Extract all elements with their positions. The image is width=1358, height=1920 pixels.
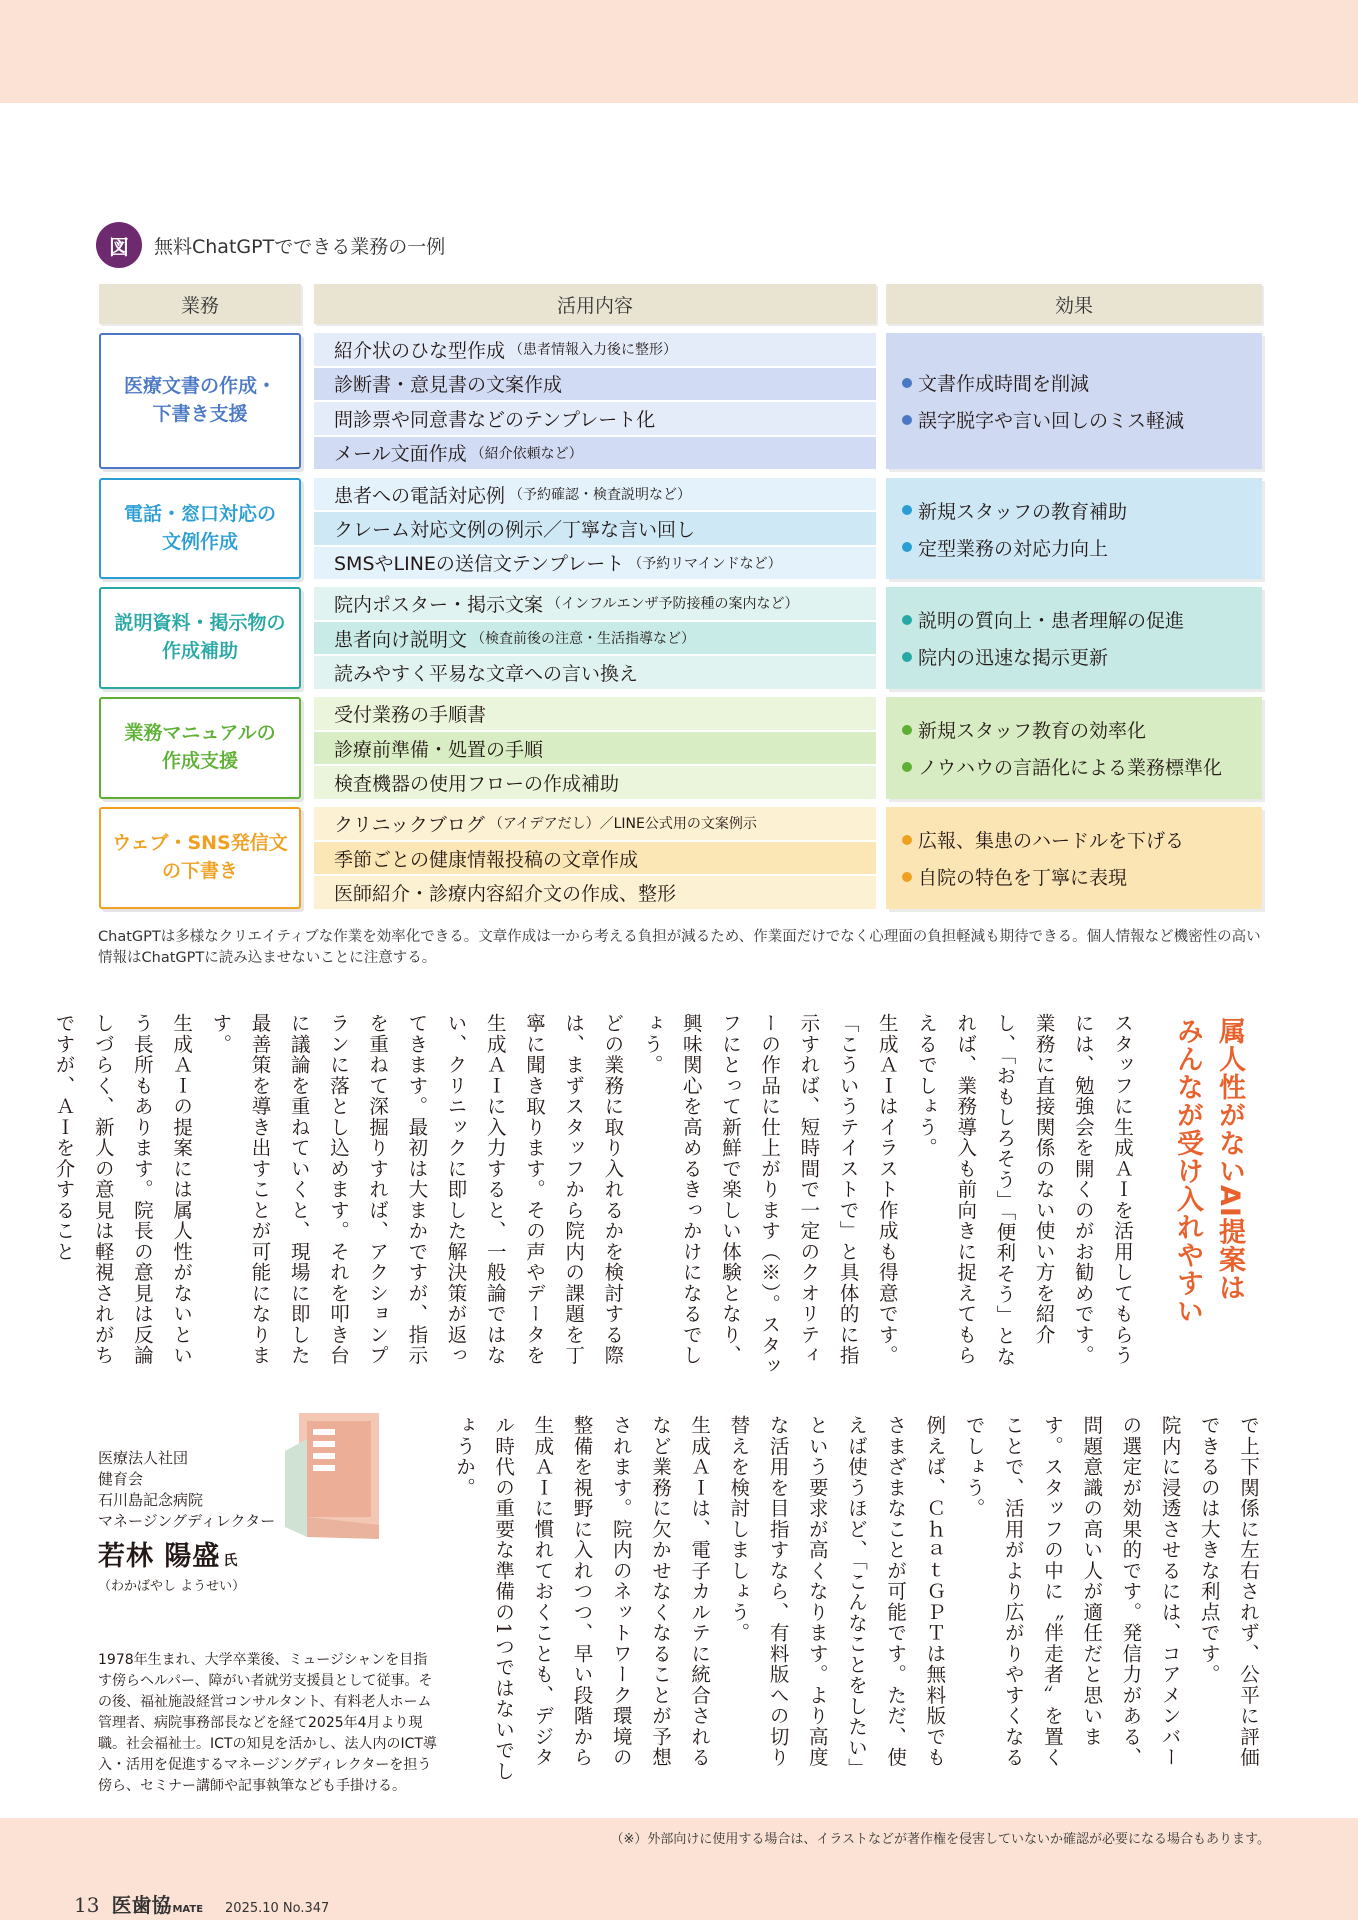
usage-note: （アイデアだし）／LINE公式用の文案例示 <box>488 816 757 833</box>
header-effect: 効果 <box>886 284 1262 324</box>
body-paragraph: スタッフに生成ＡＩを活用してもらうには、勉強会を開くのがお勧めです。業務に直接関係のない使い方を紹介し、「おもしろそう」「便利そう」となれば、業務導入も前向きに捉えてもらえるでしょう。 <box>914 1013 1134 1367</box>
bullet-icon <box>902 505 912 515</box>
effect-text: 誤字脱字や言い回しのミス軽減 <box>918 410 1185 432</box>
category-cell: 業務マニュアルの 作成支援 <box>99 697 301 799</box>
page-footer <box>74 1889 329 1918</box>
usage-row <box>314 368 876 401</box>
usage-text: SMSやLINEの送信文テンプレート <box>334 553 625 576</box>
footnote: （※）外部向けに使用する場合は、イラストなどが著作権を侵害していないか確認が必要になる場合もあります。 <box>610 1832 1270 1847</box>
usage-note: （予約確認・検査説明など） <box>509 487 692 504</box>
category-cell: 説明資料・掲示物の 作成補助 <box>99 587 301 689</box>
body-paragraph: 生成ＡＩの提案には属人性がないという長所もあります。院長の意見は反論しづらく、新人の意見は軽視されがちですが、ＡＩを介すること <box>52 1013 194 1366</box>
top-decorative-band <box>0 0 1358 103</box>
usage-row <box>314 547 876 579</box>
body-paragraph: 生成ＡＩは、電子カルテに統合されるなど業務に欠かせなくなることが予想されます。院内のネットワーク環境の整備を視野に入れつつ、早い段階から生成ＡＩに慣れておくことも、デジタル時代の重要な準備の1つではないでしょうか。 <box>452 1415 712 1782</box>
usage-row <box>314 587 876 620</box>
figure-title-text: 無料ChatGPTでできる業務の一例 <box>154 235 446 258</box>
profile-org-line: 健育会 <box>98 1470 144 1488</box>
usage-row <box>314 766 876 799</box>
usage-row <box>314 622 876 655</box>
usage-list <box>314 478 876 579</box>
usage-row <box>314 402 876 435</box>
usage-text: 患者への電話対応例 <box>334 484 506 507</box>
figure-caption: ChatGPTは多様なクリエイティブな作業を効率化できる。文章作成は一から考える負担が減るため、作業面だけでなく心理面の負担軽減も期待できる。個人情報など機密性の高い情報はChatGPTに読み込ませないことに注意する。 <box>98 929 1261 966</box>
issue-number: 2025.10 No.347 <box>225 1901 330 1916</box>
effect-text: 文書作成時間を削減 <box>918 373 1090 395</box>
effect-item <box>902 406 1262 433</box>
effect-item <box>902 534 1262 561</box>
profile-org-line: 医療法人社団 <box>98 1449 189 1467</box>
category-cell: 医療文書の作成・ 下書き支援 <box>99 333 301 469</box>
figure-title <box>96 222 445 268</box>
article-heading-line1: 属人性がないAI提案は <box>1214 1017 1245 1302</box>
usage-text: 院内ポスター・掲示文案 <box>334 593 544 616</box>
usage-list <box>314 697 876 799</box>
usage-text: 医師紹介・診療内容紹介文の作成、整形 <box>334 883 677 906</box>
effect-text: 広報、集患のハードルを下げる <box>918 830 1185 852</box>
bullet-icon <box>902 652 912 662</box>
usage-row <box>314 732 876 765</box>
usage-note: （予約リマインドなど） <box>628 555 782 572</box>
usage-text: メール文面作成 <box>334 443 467 466</box>
profile-bio: 1978年生まれ、大学卒業後、ミュージシャンを目指す傍らヘルパー、障がい者就労支援員として従事。その後、福祉施設経営コンサルタント、有料老人ホーム管理者、病院事務部長などを経て2025年4月より現職。社会福祉士。ICTの知見を活かし、法人内のICT導入・活用を促進するマネージングディレクターを担う傍ら、セミナー講師や記事執筆なども手掛ける。 <box>98 1652 437 1794</box>
effect-cell <box>886 697 1262 799</box>
category-cell: ウェブ・SNS発信文 の下書き <box>99 807 301 909</box>
body-paragraph: どの業務に取り入れるかを検討する際は、まずスタッフから院内の課題を丁寧に聞き取ります。その声やデータを生成ＡＩに入力すると、一般論ではない、クリニックに即した解決策が返ってきます。最初は大まかですが、指示を重ねて深掘りすれば、アクションプランに落とし込めます。それを叩き台に議論を重ねていくと、現場に即した最善策を導き出すことが可能になります。 <box>209 1013 625 1366</box>
magazine-title: 医歯協 <box>111 1893 172 1917</box>
bullet-icon <box>902 615 912 625</box>
usage-row <box>314 807 876 840</box>
article-heading <box>1166 1017 1250 1325</box>
effect-text: 院内の迅速な掲示更新 <box>918 647 1109 669</box>
effect-text: 自院の特色を丁寧に表現 <box>918 867 1128 889</box>
usage-text: 読みやすく平易な文章への言い換え <box>334 663 639 686</box>
usage-row <box>314 656 876 689</box>
category-cell: 電話・窓口対応の 文例作成 <box>99 478 301 579</box>
usage-text: 受付業務の手順書 <box>334 703 487 726</box>
usage-text: 検査機器の使用フローの作成補助 <box>334 773 620 796</box>
bullet-icon <box>902 542 912 552</box>
effect-text: 定型業務の対応力向上 <box>918 537 1109 560</box>
magazine-subtitle: MATE <box>172 1904 204 1915</box>
effect-item <box>902 606 1262 633</box>
usage-text: 紹介状のひな型作成 <box>334 339 506 362</box>
profile-org-line: マネージングディレクター <box>98 1512 276 1530</box>
bullet-icon <box>902 835 912 845</box>
profile <box>98 1448 428 1594</box>
usage-row <box>314 478 876 510</box>
bullet-icon <box>902 725 912 735</box>
usage-row <box>314 512 876 544</box>
body-paragraph: 院内に浸透させるには、コアメンバーの選定が効果的です。発信力がある、問題意識の高い人が適任だと思います。スタッフの中に〝伴走者〟を置くことで、活用がより広がりやすくなるでしょう。 <box>962 1415 1182 1768</box>
usage-text: 季節ごとの健康情報投稿の文章作成 <box>334 848 639 871</box>
effect-item <box>902 863 1262 890</box>
bullet-icon <box>902 378 912 388</box>
article-body-upper <box>52 1013 1142 1383</box>
page-number: 13 <box>74 1893 100 1917</box>
profile-name-line <box>98 1534 428 1573</box>
usage-text: 問診票や同意書などのテンプレート化 <box>334 408 656 431</box>
usage-list <box>314 587 876 689</box>
effect-item <box>902 369 1262 396</box>
effect-text: 説明の質向上・患者理解の促進 <box>918 610 1185 632</box>
usage-note: （検査前後の注意・生活指導など） <box>471 631 696 647</box>
usage-text: 診断書・意見書の文案作成 <box>334 374 563 397</box>
usage-row <box>314 333 876 366</box>
effect-item <box>902 643 1262 670</box>
effect-text: 新規スタッフ教育の効率化 <box>918 720 1147 742</box>
usage-row <box>314 842 876 875</box>
effect-item <box>902 826 1262 853</box>
effect-text: ノウハウの言語化による業務標準化 <box>918 757 1223 779</box>
effect-cell <box>886 587 1262 689</box>
header-task: 業務 <box>99 284 301 324</box>
usage-list <box>314 807 876 909</box>
usage-text: 患者向け説明文 <box>334 628 468 651</box>
bullet-icon <box>902 872 912 882</box>
usage-text: 診療前準備・処置の手順 <box>334 738 544 761</box>
header-content: 活用内容 <box>314 284 876 324</box>
effect-item <box>902 716 1262 743</box>
usage-note: （紹介依頼など） <box>470 445 583 462</box>
effect-cell <box>886 333 1262 469</box>
effect-text: 新規スタッフの教育補助 <box>918 500 1128 523</box>
effect-item <box>902 753 1262 780</box>
usage-row <box>314 437 876 470</box>
usage-note: （インフルエンザ予防接種の案内など） <box>547 596 799 613</box>
usage-row <box>314 876 876 909</box>
body-paragraph: 生成ＡＩはイラスト作成も得意です。「こういうテイストで」と具体的に指示すれば、短時間で一定のクオリティーの作品に仕上がります（※）。スタッフにとって新鮮で楽しい体験となり、興味関心を高めるきっかけになるでしょう。 <box>640 1013 899 1377</box>
profile-reading: （わかばやし ようせい） <box>98 1579 246 1594</box>
usage-list <box>314 333 876 469</box>
body-paragraph: 例えば、ＣｈａｔＧＰＴは無料版でもさまざまなことが可能です。ただ、使えば使うほど、「こんなことをしたい」という要求が高くなります。より高度な活用を目指すなら、有料版への切り替えを検討しましょう。 <box>727 1415 947 1779</box>
profile-org-line: 石川島記念病院 <box>98 1491 204 1509</box>
usage-note: （患者情報入力後に整形） <box>509 342 678 359</box>
effect-cell <box>886 807 1262 909</box>
body-paragraph: で上下関係に左右されず、公平に評価できるのは大きな利点です。 <box>1197 1415 1260 1768</box>
profile-honorific: 氏 <box>223 1553 239 1569</box>
usage-row <box>314 697 876 730</box>
bullet-icon <box>902 762 912 772</box>
figure-badge: 図 <box>96 222 142 268</box>
article-body-lower <box>452 1415 1268 1785</box>
effect-cell <box>886 478 1262 579</box>
effect-item <box>902 497 1262 524</box>
article-heading-line2: みんなが受け入れやすい <box>1172 1017 1203 1325</box>
bullet-icon <box>902 415 912 425</box>
usage-text: クレーム対応文例の例示／丁寧な言い回し <box>334 518 696 541</box>
profile-name: 若林 陽盛 <box>98 1541 221 1572</box>
usage-text: クリニックブログ <box>334 813 485 836</box>
